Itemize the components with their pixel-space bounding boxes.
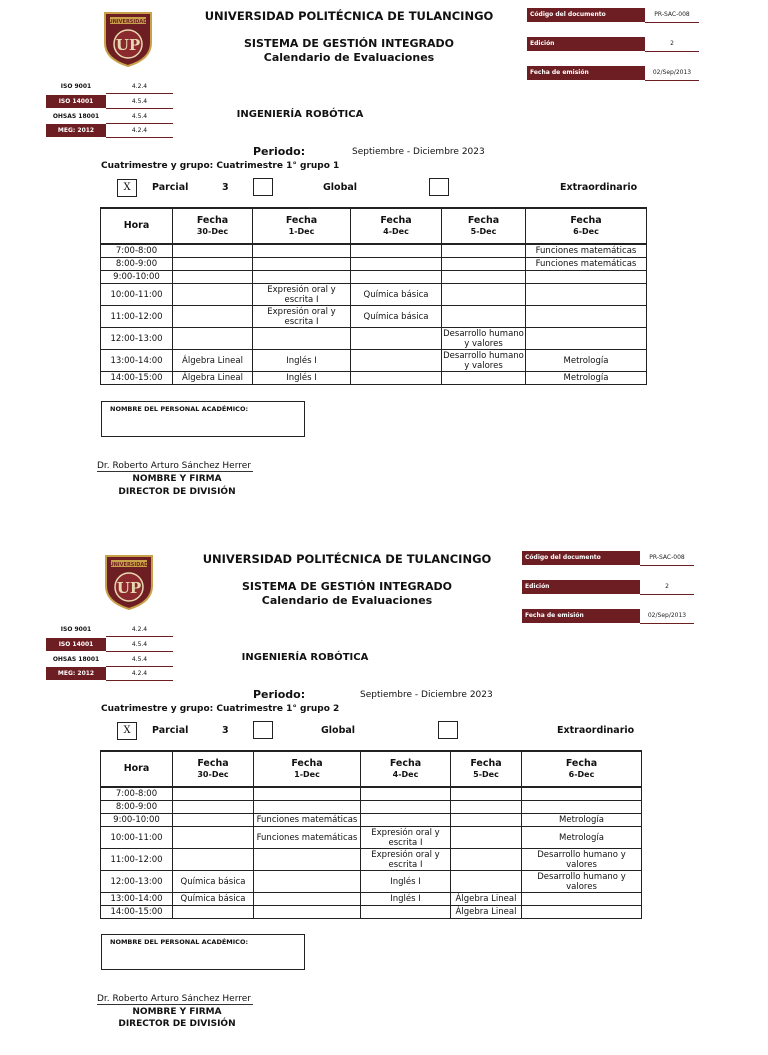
subject-cell [254, 849, 361, 871]
time-slot-cell: 10:00-11:00 [101, 827, 173, 849]
standard-row [46, 124, 173, 138]
subject-cell [351, 258, 442, 271]
doc-code-row [522, 551, 694, 565]
group-label: Cuatrimestre y grupo: Cuatrimestre 1° grupo 1 [101, 161, 340, 171]
subject-cell [361, 787, 451, 801]
time-slot-cell: 13:00-14:00 [101, 893, 173, 906]
subject-cell [451, 787, 522, 801]
doc-date-row [527, 66, 699, 80]
subject-cell: Álgebra Lineal [451, 893, 522, 906]
standard-value: 4.5.4 [106, 110, 173, 124]
subject-cell: Expresión oral y escrita I [253, 284, 351, 306]
time-slot-cell: 12:00-13:00 [101, 871, 173, 893]
subject-cell: Funciones matemáticas [254, 827, 361, 849]
table-header-row [101, 208, 647, 244]
standard-row [46, 638, 173, 652]
subject-cell [526, 284, 647, 306]
subject-cell [351, 244, 442, 258]
standard-row [46, 653, 173, 667]
standard-value: 4.5.4 [106, 653, 173, 667]
subject-cell [361, 801, 451, 814]
fecha-label: Fecha [285, 214, 318, 226]
doc-code-label: Código del documento [527, 8, 645, 22]
subject-cell [451, 871, 522, 893]
academic-staff-box: NOMBRE DEL PERSONAL ACADÉMICO: [101, 934, 305, 970]
doc-date-row [522, 609, 694, 623]
time-slot-cell: 12:00-13:00 [101, 328, 173, 350]
column-header-date [351, 208, 442, 244]
subject-cell [522, 787, 642, 801]
system-name: SISTEMA DE GESTIÓN INTEGRADO [242, 580, 452, 593]
table-row [101, 258, 647, 271]
subject-cell [254, 787, 361, 801]
periodo-value: Septiembre - Diciembre 2023 [360, 690, 493, 700]
column-header-date [522, 751, 642, 787]
date-label: 6-Dec [568, 769, 595, 779]
subject-cell [173, 258, 253, 271]
subject-cell: Inglés I [361, 871, 451, 893]
subject-cell: Desarrollo humano y valores [443, 328, 524, 349]
standard-row [46, 623, 173, 637]
standard-row [46, 667, 173, 681]
group-label: Cuatrimestre y grupo: Cuatrimestre 1° grupo 2 [101, 704, 340, 714]
column-header-date [361, 751, 451, 787]
extraordinario-checkbox[interactable] [429, 178, 449, 196]
column-header-date [173, 751, 254, 787]
subject-cell: Funciones matemáticas [526, 258, 647, 271]
standard-value: 4.5.4 [106, 638, 173, 652]
schedule-table [100, 207, 647, 385]
subject-cell [451, 814, 522, 827]
table-header-row [101, 751, 642, 787]
doc-date-label: Fecha de emisión [522, 609, 640, 623]
subject-cell [522, 906, 642, 919]
subject-cell [442, 306, 526, 328]
subject-cell [253, 328, 351, 350]
subject-cell: Inglés I [361, 893, 451, 906]
table-row [101, 849, 642, 871]
doc-code-value: PR-SAC-008 [640, 551, 694, 566]
table-row [101, 284, 647, 306]
fecha-label: Fecha [389, 757, 422, 769]
date-label: 30-Dec [196, 226, 229, 236]
extraordinario-label: Extraordinario [557, 725, 635, 736]
calendar-sheet-2 [0, 543, 768, 1055]
column-header-date [451, 751, 522, 787]
time-slot-cell: 11:00-12:00 [101, 849, 173, 871]
standard-name: MEG: 2012 [46, 667, 106, 680]
university-seal-logo [103, 552, 155, 610]
doc-code-label: Código del documento [522, 551, 640, 565]
time-slot-cell: 11:00-12:00 [101, 306, 173, 328]
subject-cell: Álgebra Lineal [173, 350, 253, 372]
subject-cell: Metrología [526, 372, 647, 385]
subject-cell: Álgebra Lineal [451, 906, 522, 919]
parcial-number: 3 [222, 725, 229, 736]
date-label: 4-Dec [383, 226, 409, 236]
doc-date-value: 02/Sep/2013 [640, 609, 694, 624]
signature-title: NOMBRE Y FIRMA [132, 474, 222, 484]
subject-cell [442, 372, 526, 385]
subject-cell: Química básica [351, 306, 442, 328]
standard-value: 4.5.4 [106, 95, 173, 109]
time-slot-cell: 14:00-15:00 [101, 906, 173, 919]
subject-cell: Química básica [173, 871, 254, 893]
subject-cell: Inglés I [253, 350, 351, 372]
doc-edition-row [527, 37, 699, 51]
subject-cell [254, 871, 361, 893]
subject-cell [253, 258, 351, 271]
time-slot-cell: 10:00-11:00 [101, 284, 173, 306]
fecha-label: Fecha [467, 214, 500, 226]
subject-cell: Desarrollo humano y valores [522, 849, 642, 871]
global-checkbox[interactable] [253, 178, 273, 196]
time-slot-cell: 9:00-10:00 [101, 271, 173, 284]
subject-cell: Expresión oral y escrita I [361, 849, 451, 871]
date-label: 5-Dec [473, 769, 499, 779]
table-row [101, 801, 642, 814]
column-header-date [526, 208, 647, 244]
subject-cell [451, 849, 522, 871]
global-checkbox[interactable] [253, 721, 273, 739]
date-label: 1-Dec [288, 226, 315, 236]
standard-name: ISO 9001 [60, 83, 92, 90]
subject-cell: Desarrollo humano y valores [443, 350, 524, 371]
subject-cell: Funciones matemáticas [526, 244, 647, 258]
subject-cell [254, 801, 361, 814]
global-label: Global [323, 182, 358, 193]
standard-value: 4.2.4 [106, 667, 173, 681]
periodo-value: Septiembre - Diciembre 2023 [352, 147, 485, 157]
table-row [101, 306, 647, 328]
table-row [101, 814, 642, 827]
subject-cell [361, 906, 451, 919]
subject-cell: Inglés I [253, 372, 351, 385]
logo-text: UNIVERSIDAD [109, 562, 149, 568]
subject-cell [253, 271, 351, 284]
extraordinario-checkbox[interactable] [438, 721, 458, 739]
doc-edition-label: Edición [527, 37, 645, 51]
signature-name: Dr. Roberto Arturo Sánchez Herrer [97, 994, 253, 1005]
subject-cell: Funciones matemáticas [254, 814, 361, 827]
standard-name: ISO 9001 [60, 626, 92, 633]
fecha-label: Fecha [565, 757, 598, 769]
subject-cell [526, 306, 647, 328]
doc-edition-value: 2 [640, 580, 694, 595]
standard-name: ISO 14001 [46, 638, 106, 651]
subject-cell [173, 244, 253, 258]
column-header-date [442, 208, 526, 244]
parcial-number: 3 [222, 182, 229, 193]
calendar-sheet-1 [0, 0, 768, 512]
column-header-date [254, 751, 361, 787]
logo-text: UNIVERSIDAD [108, 19, 148, 25]
subject-cell: Expresión oral y escrita I [361, 827, 451, 849]
doc-code-value: PR-SAC-008 [645, 8, 699, 23]
signature-role: DIRECTOR DE DIVISIÓN [118, 1019, 236, 1029]
subject-cell: Metrología [522, 827, 642, 849]
table-row [101, 244, 647, 258]
subject-cell: Desarrollo humano y valores [522, 871, 642, 893]
subject-cell: Metrología [522, 814, 642, 827]
subject-cell [442, 284, 526, 306]
time-slot-cell: 7:00-8:00 [101, 787, 173, 801]
table-row [101, 328, 647, 350]
subject-cell: Metrología [526, 350, 647, 372]
time-slot-cell: 13:00-14:00 [101, 350, 173, 372]
fecha-label: Fecha [196, 214, 229, 226]
standard-name: OHSAS 18001 [52, 113, 100, 120]
standard-name: ISO 14001 [46, 95, 106, 108]
date-label: 5-Dec [470, 226, 497, 236]
subject-cell: Química básica [351, 284, 442, 306]
subject-cell [254, 893, 361, 906]
signature-title: NOMBRE Y FIRMA [132, 1007, 222, 1017]
subject-cell [173, 328, 253, 350]
system-name: SISTEMA DE GESTIÓN INTEGRADO [244, 37, 454, 50]
subject-cell [173, 271, 253, 284]
column-header-hora: Hora [101, 208, 173, 244]
calendar-title: Calendario de Evaluaciones [263, 51, 435, 64]
subject-cell [351, 372, 442, 385]
subject-cell [254, 906, 361, 919]
program-name: INGENIERÍA ROBÓTICA [236, 109, 364, 120]
doc-date-value: 02/Sep/2013 [645, 66, 699, 81]
subject-cell [442, 258, 526, 271]
fecha-label: Fecha [570, 214, 602, 226]
date-label: 6-Dec [573, 226, 599, 236]
table-row [101, 906, 642, 919]
logo-letters: UP [116, 579, 142, 597]
parcial-label: Parcial [152, 182, 189, 193]
column-header-date [173, 208, 253, 244]
program-name: INGENIERÍA ROBÓTICA [241, 652, 369, 663]
calendar-title: Calendario de Evaluaciones [261, 594, 433, 607]
signature-name: Dr. Roberto Arturo Sánchez Herrer [97, 461, 253, 472]
subject-cell [253, 244, 351, 258]
subject-cell [351, 350, 442, 372]
time-slot-cell: 8:00-9:00 [101, 258, 173, 271]
university-name: UNIVERSIDAD POLITÉCNICA DE TULANCINGO [202, 552, 492, 566]
parcial-checkbox[interactable]: X [117, 179, 137, 197]
date-label: 1-Dec [294, 769, 320, 779]
subject-cell [351, 328, 442, 350]
subject-cell [173, 306, 253, 328]
table-row [101, 827, 642, 849]
time-slot-cell: 9:00-10:00 [101, 814, 173, 827]
subject-cell [451, 827, 522, 849]
subject-cell [173, 906, 254, 919]
subject-cell [526, 271, 647, 284]
column-header-date [253, 208, 351, 244]
subject-cell: Expresión oral y escrita I [253, 306, 351, 328]
time-slot-cell: 14:00-15:00 [101, 372, 173, 385]
doc-edition-value: 2 [645, 37, 699, 52]
university-seal-logo [102, 9, 154, 67]
university-name: UNIVERSIDAD POLITÉCNICA DE TULANCINGO [204, 9, 494, 23]
logo-letters: UP [115, 36, 141, 54]
subject-cell [442, 244, 526, 258]
subject-cell [451, 801, 522, 814]
standard-row [46, 80, 173, 94]
global-label: Global [321, 725, 356, 736]
subject-cell [173, 849, 254, 871]
subject-cell [173, 801, 254, 814]
standard-value: 4.2.4 [106, 623, 173, 637]
periodo-label: Periodo: [253, 145, 306, 158]
doc-date-label: Fecha de emisión [527, 66, 645, 80]
subject-cell [173, 814, 254, 827]
subject-cell: Álgebra Lineal [173, 372, 253, 385]
subject-cell [173, 787, 254, 801]
academic-staff-box: NOMBRE DEL PERSONAL ACADÉMICO: [101, 401, 305, 437]
table-row [101, 350, 647, 372]
signature-role: DIRECTOR DE DIVISIÓN [118, 487, 236, 497]
doc-code-row [527, 8, 699, 22]
fecha-label: Fecha [470, 757, 502, 769]
schedule-table [100, 750, 642, 919]
date-label: 4-Dec [392, 769, 419, 779]
subject-cell [351, 271, 442, 284]
fecha-label: Fecha [380, 214, 412, 226]
time-slot-cell: 7:00-8:00 [101, 244, 173, 258]
subject-cell [522, 893, 642, 906]
table-row [101, 372, 647, 385]
standard-value: 4.2.4 [106, 80, 173, 94]
subject-cell: Química básica [173, 893, 254, 906]
standard-name: OHSAS 18001 [52, 656, 100, 663]
parcial-checkbox[interactable]: X [117, 722, 137, 740]
fecha-label: Fecha [291, 757, 323, 769]
subject-cell [442, 271, 526, 284]
table-row [101, 271, 647, 284]
standard-name: MEG: 2012 [46, 124, 106, 137]
extraordinario-label: Extraordinario [560, 182, 638, 193]
subject-cell [526, 328, 647, 350]
fecha-label: Fecha [197, 757, 229, 769]
time-slot-cell: 8:00-9:00 [101, 801, 173, 814]
subject-cell [173, 827, 254, 849]
doc-edition-row [522, 580, 694, 594]
periodo-label: Periodo: [253, 688, 306, 701]
table-row [101, 787, 642, 801]
standard-value: 4.2.4 [106, 124, 173, 138]
doc-edition-label: Edición [522, 580, 640, 594]
subject-cell [361, 814, 451, 827]
standard-row [46, 110, 173, 124]
standard-row [46, 95, 173, 109]
date-label: 30-Dec [197, 769, 229, 779]
subject-cell [522, 801, 642, 814]
parcial-label: Parcial [152, 725, 189, 736]
subject-cell [173, 284, 253, 306]
column-header-hora: Hora [101, 751, 173, 787]
table-row [101, 871, 642, 893]
table-row [101, 893, 642, 906]
